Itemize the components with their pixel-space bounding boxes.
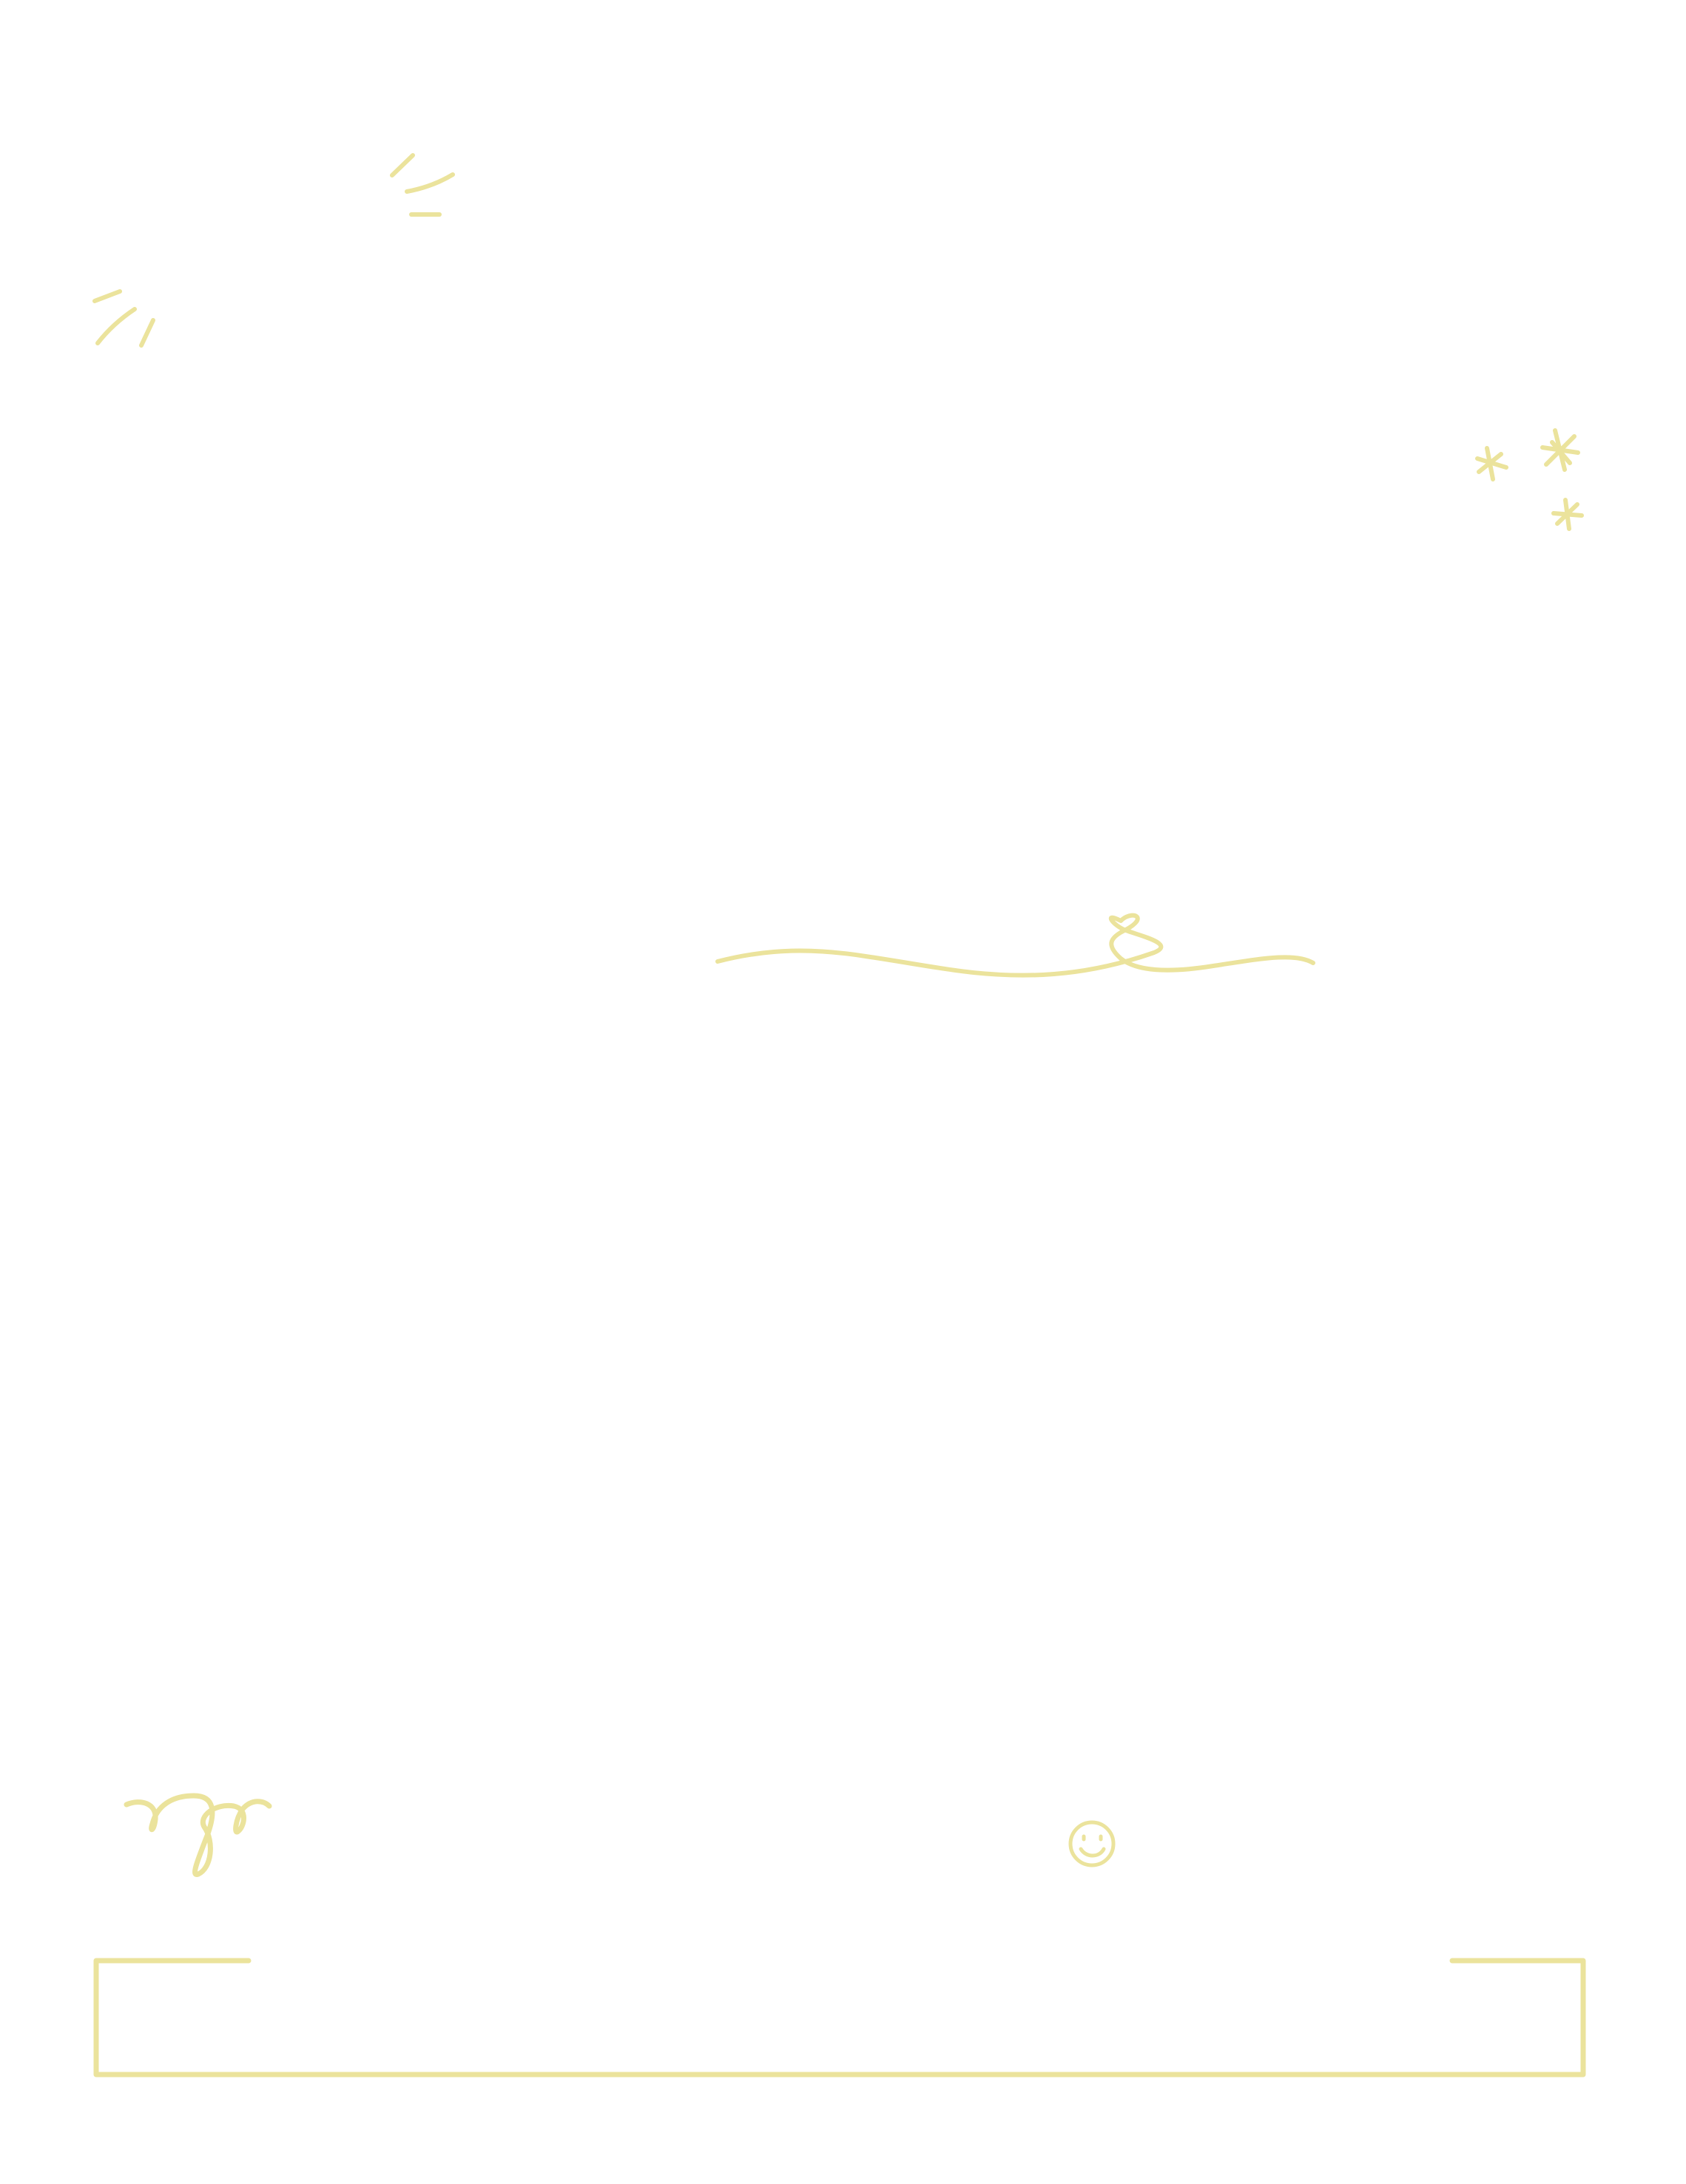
smiley-face-icon	[1070, 1822, 1113, 1865]
burst-lines-icon	[392, 155, 453, 214]
bracket-frame-icon	[96, 1961, 1583, 2075]
sparkle-asterisks-icon	[1477, 430, 1582, 529]
curly-swirl-icon	[127, 1796, 269, 1875]
looped-squiggle-divider-icon	[718, 916, 1313, 976]
burst-lines-icon	[95, 291, 153, 345]
